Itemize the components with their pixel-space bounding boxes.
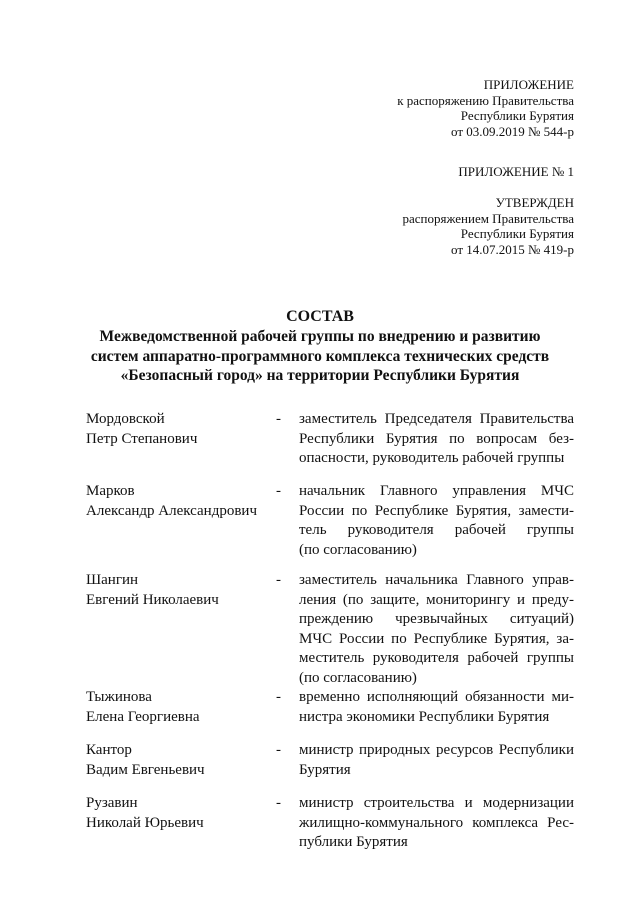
- member-given-name: Петр Степанович: [86, 430, 198, 447]
- member-name: [86, 410, 266, 449]
- member-dash: -: [276, 742, 281, 758]
- title-main: СОСТАВ: [286, 308, 354, 325]
- approved-header: [402, 195, 574, 257]
- member-role-line: тель руководителя рабочей группы: [299, 522, 574, 538]
- member-surname: Мордовской: [86, 411, 165, 427]
- appendix-date-number: от 03.09.2019 № 544-р: [451, 123, 574, 139]
- member-role-line: ления (по защите, мониторингу и преду-: [299, 591, 574, 608]
- member-surname: Кантор: [86, 742, 132, 758]
- member-role-line: Республики Бурятия по вопросам без-: [299, 430, 574, 447]
- member-role-line: министр строительства и модернизации: [299, 795, 574, 811]
- member-dash: -: [276, 689, 281, 705]
- member-surname: Шангин: [86, 572, 139, 588]
- member-given-name: Елена Георгиевна: [86, 708, 200, 725]
- member-role-line: начальник Главного управления МЧС: [299, 483, 574, 499]
- member-role-line: временно исполняющий обязанности ми-: [299, 689, 574, 705]
- member-surname: Марков: [86, 483, 135, 499]
- member-role-line: опасности, руководитель рабочей группы: [299, 450, 565, 466]
- appendix-line: Республики Бурятия: [460, 108, 574, 123]
- member-role: [299, 688, 574, 727]
- member-role-line: заместитель Председателя Правительства: [299, 411, 574, 427]
- member-role-line: публики Бурятия: [299, 834, 408, 850]
- member-role-line: нистра экономики Республики Бурятия: [299, 708, 550, 725]
- member-name: [86, 571, 266, 610]
- member-role: [299, 794, 574, 853]
- member-name: [86, 794, 266, 833]
- member-role-line: заместитель начальника Главного управ-: [299, 572, 574, 588]
- member-surname: Тыжинова: [86, 689, 152, 705]
- member-surname: Рузавин: [86, 795, 138, 811]
- member-role: [299, 571, 574, 688]
- approved-title: УТВЕРЖДЕН: [495, 195, 574, 210]
- title-line: «Безопасный город» на территории Республики Бурятия: [120, 367, 520, 384]
- member-name: [86, 741, 266, 780]
- member-dash: -: [276, 483, 281, 499]
- approved-date-number: от 14.07.2015 № 419-р: [451, 241, 574, 257]
- appendix-header: [397, 77, 574, 139]
- appendix-line: к распоряжению Правительства: [397, 92, 574, 108]
- approved-line: Республики Бурятия: [460, 226, 574, 241]
- member-dash: -: [276, 411, 281, 427]
- appendix-title: ПРИЛОЖЕНИЕ: [483, 77, 574, 92]
- member-name: [86, 688, 266, 727]
- member-role-line: Бурятия: [299, 761, 351, 778]
- title-line: Межведомственной рабочей группы по внедрению и развитию: [99, 328, 541, 345]
- member-role: [299, 741, 574, 780]
- member-given-name: Александр Александрович: [86, 502, 257, 519]
- member-dash: -: [276, 795, 281, 811]
- member-role-line: жилищно-коммунального комплекса Рес-: [299, 814, 574, 831]
- title-line: систем аппаратно-программного комплекса технических средств: [90, 347, 550, 365]
- member-role-line: министр природных ресурсов Республики: [299, 742, 574, 758]
- member-role-line: преждению чрезвычайных ситуаций): [299, 611, 574, 627]
- member-given-name: Вадим Евгеньевич: [86, 761, 205, 778]
- member-role-line: России по Республике Бурятия, замести-: [299, 502, 574, 519]
- member-role-line: (по согласованию): [299, 541, 417, 558]
- member-role: [299, 410, 574, 469]
- member-name: [86, 482, 266, 521]
- appendix-1-header: [458, 164, 574, 180]
- member-given-name: Евгений Николаевич: [86, 591, 219, 608]
- member-role: [299, 482, 574, 560]
- member-role-line: МЧС России по Республике Бурятия, за-: [299, 630, 574, 647]
- appendix-1-label: ПРИЛОЖЕНИЕ № 1: [458, 164, 574, 179]
- member-dash: -: [276, 572, 281, 588]
- member-role-line: (по согласованию): [299, 669, 417, 686]
- member-role-line: меститель руководителя рабочей группы: [299, 650, 574, 666]
- member-given-name: Николай Юрьевич: [86, 814, 204, 831]
- approved-line: распоряжением Правительства: [402, 210, 574, 226]
- document-title: [70, 307, 570, 386]
